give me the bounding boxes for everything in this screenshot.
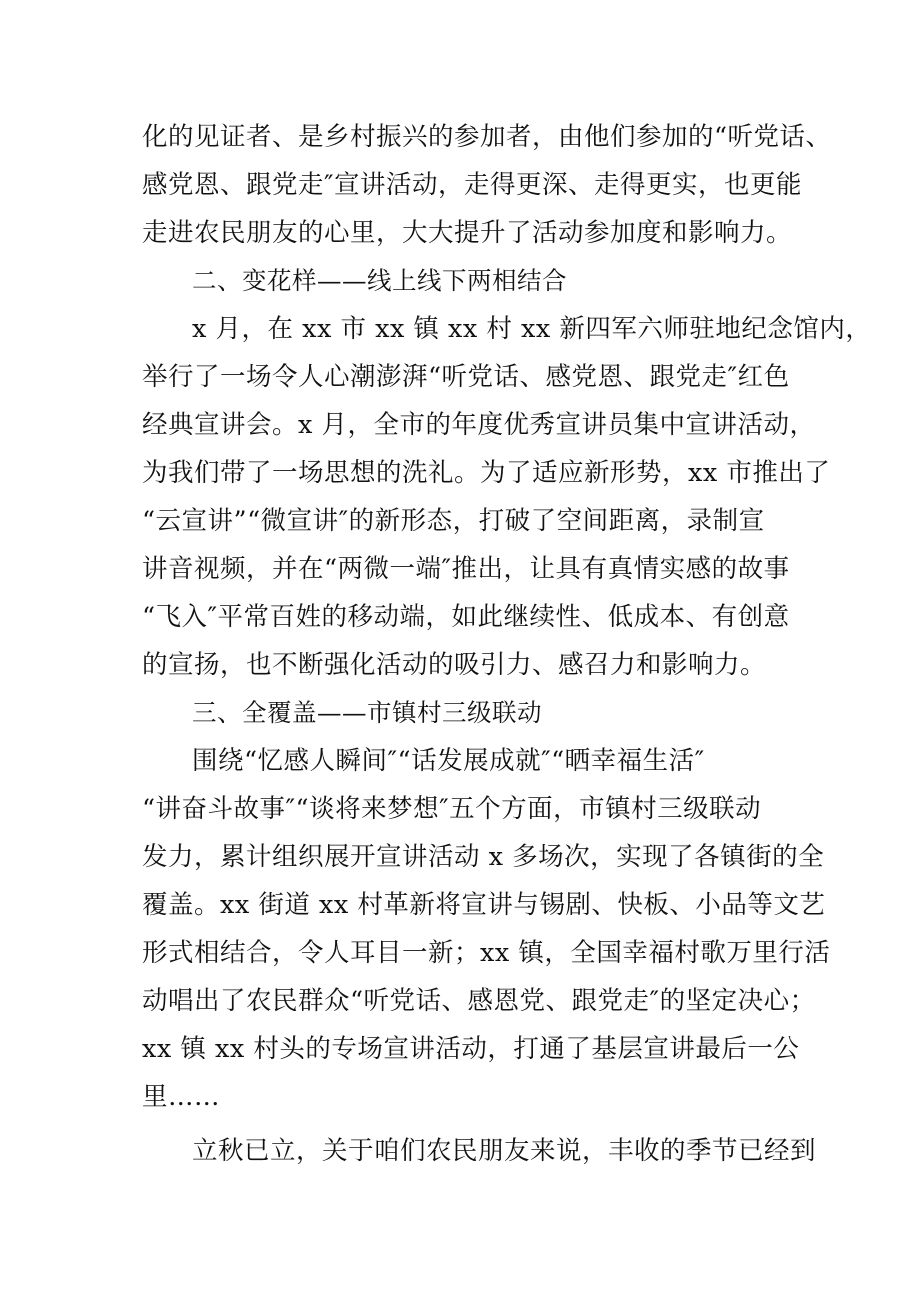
paragraph-line: 举行了一场令人心潮澎湃“听党话、感党恩、跟党走″红色 [142,362,790,392]
paragraph-line: xx 镇 xx 村头的专场宣讲活动，打通了基层宣讲最后一公 [142,1034,800,1064]
paragraph-line: 经典宣讲会。x 月，全市的年度优秀宣讲员集中宣讲活动， [142,410,816,440]
paragraph-line: “讲奋斗故事″“谈将来梦想″五个方面，市镇村三级联动 [142,794,762,824]
paragraph-line: 里…… [142,1082,221,1112]
paragraph-line: 的宣扬，也不断强化活动的吸引力、感召力和影响力。 [142,650,767,680]
paragraph-line: 动唱出了农民群众“听党话、感恩党、跟党走″的坚定决心； [142,986,816,1016]
paragraph-line: 讲音视频，并在“两微一端″推出，让具有真情实感的故事 [142,554,790,584]
paragraph-line: 为我们带了一场思想的洗礼。为了适应新形势，xx 市推出了 [142,458,831,488]
paragraph-line: 覆盖。xx 街道 xx 村革新将宣讲与锡剧、快板、小品等文艺 [142,890,826,920]
paragraph-line: “飞入″平常百姓的移动端，如此继续性、低成本、有创意 [142,602,790,632]
paragraph-line: 感党恩、跟党走″宣讲活动，走得更深、走得更实，也更能 [142,170,803,200]
paragraph-line: 立秋已立，关于咱们农民朋友来说，丰收的季节已经到 [192,1136,817,1166]
paragraph-line: “云宣讲”“微宣讲″的新形态，打破了空间距离，录制宣 [142,506,765,536]
section-heading-3: 三、全覆盖——市镇村三级联动 [192,698,542,727]
paragraph-line: 围绕“忆感人瞬间″“话发展成就″“晒幸福生活″ [192,746,705,776]
paragraph-line: 发力，累计组织展开宣讲活动 x 多场次，实现了各镇街的全 [142,842,825,872]
paragraph-line: 形式相结合，令人耳目一新；xx 镇，全国幸福村歌万里行活 [142,938,831,968]
section-heading-2: 二、变花样——线上线下两相结合 [192,266,567,295]
paragraph-line: 化的见证者、是乡村振兴的参加者，由他们参加的“听党话、 [142,122,832,152]
paragraph-line: 走进农民朋友的心里，大大提升了活动参加度和影响力。 [142,218,793,248]
paragraph-line: x 月，在 xx 市 xx 镇 xx 村 xx 新四军六师驻地纪念馆内， [192,314,872,344]
